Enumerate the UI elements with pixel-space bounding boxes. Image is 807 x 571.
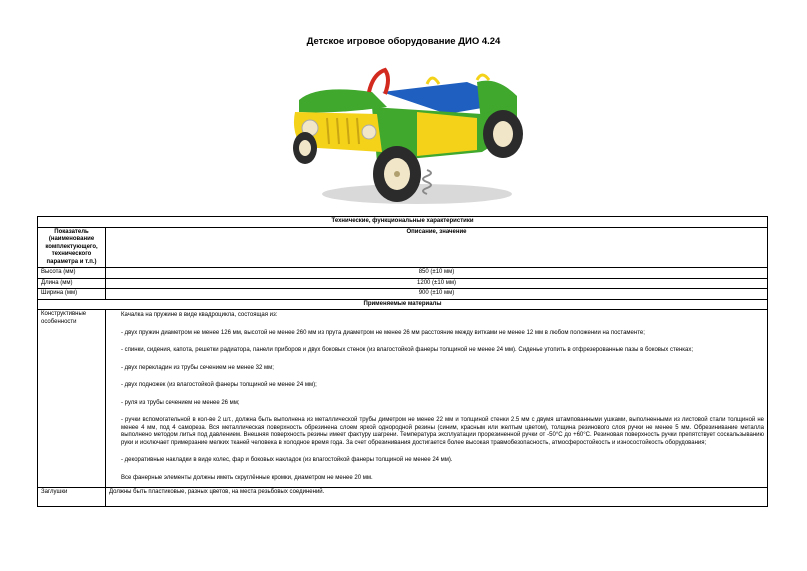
length-value: 1200 (±10 мм) bbox=[106, 278, 768, 289]
side-panel bbox=[417, 112, 477, 156]
construction-paragraph: - спинки, сидения, капота, решетки радиатора, панели приборов и двух боковых стенок (из влагостойкой фанеры толщиной не менее 24 мм). Сиденье утопить в отфрезерованные пазы в боковых стенках; bbox=[121, 347, 694, 353]
document-title: Детское игровое оборудование ДИО 4.24 bbox=[306, 36, 501, 47]
table-row bbox=[38, 488, 768, 507]
toy-jeep-icon bbox=[277, 52, 530, 214]
wheel-icon bbox=[293, 132, 317, 164]
construction-paragraph: - ручки вспомогательной в кол-ве 2 шт., должна быть выполнена из металлической трубы диметром не менее 22 мм и толщиной стенки 2.5 мм с двумя штампованными ушками, выполненными из листовой стали толщиной не менее 4 мм, под 4 самореза. Вся металлическая поверхность обрезинена слоем яркой однородной резины (синим, красным или желтым цветом), толщина резинового слоя ручки не менее 5 мм. Обрезинивание металла выполнено методом литья под давлением. Внешняя поверхность резины имеет фактуру шагрени. Температура эксплуатации прорезиненной ручки от -50°С до +60°С. Резиновая поверхность ручки препятствует соскальзыванию руки и исключает примерзание мелких тканей человека в холодное время года. За счет обрезинивания достигается более высокая травмобезопасность, атмосферостойкость и износостойкость оборудования; bbox=[121, 417, 764, 446]
wheel-icon bbox=[483, 110, 523, 158]
column-header-row bbox=[38, 227, 768, 268]
construction-paragraph: - двух подножек (из влагостойкой фанеры толщиной не менее 24 мм); bbox=[121, 382, 317, 388]
section-tech-header: Технические, функциональные характеристики bbox=[38, 217, 768, 228]
section-header-row bbox=[38, 299, 768, 310]
construction-paragraph: Все фанерные элементы должны иметь скруглённые кромки, диаметром не менее 20 мм. bbox=[121, 474, 373, 481]
wheel-icon bbox=[373, 146, 421, 202]
construction-paragraph: - декоративные накладки в виде колес, фар и боковых накладок (из влагостойкой фанеры толщиной не менее 24 мм). bbox=[121, 457, 453, 463]
construction-paragraph: Качалка на пружине в виде квадроцикла, состоящая из: bbox=[121, 312, 278, 318]
construction-paragraph: - двух перекладин из трубы сечением не менее 32 мм; bbox=[121, 364, 274, 371]
plugs-value: Должны быть пластиковые, разных цветов, на места резьбовых соединений. bbox=[106, 488, 768, 507]
steering-wheel bbox=[369, 70, 388, 94]
handle bbox=[477, 75, 489, 80]
length-label: Длина (мм) bbox=[38, 278, 106, 289]
height-label: Высота (мм) bbox=[38, 268, 106, 279]
construction-description bbox=[106, 310, 768, 488]
spec-table bbox=[37, 216, 768, 507]
width-value: 900 (±10 мм) bbox=[106, 289, 768, 300]
plugs-label: Заглушки bbox=[38, 488, 106, 507]
construction-paragraph: - двух пружин диаметром не менее 126 мм, высотой не менее 260 мм из прута диаметром не менее 26 мм расстояние между витками не менее 12 мм в любом положении на постаменте; bbox=[121, 329, 645, 336]
section-header-row bbox=[38, 217, 768, 228]
table-row bbox=[38, 289, 768, 300]
construction-paragraph: - руля из трубы сечением не менее 26 мм; bbox=[121, 399, 240, 406]
table-row bbox=[38, 278, 768, 289]
desc-column-header: Описание, значение bbox=[106, 227, 768, 268]
table-row bbox=[38, 310, 768, 488]
section-materials-header: Применяемые материалы bbox=[38, 299, 768, 310]
construction-label: Конструктивные особенности bbox=[38, 310, 106, 488]
param-column-header: Показатель (наименование комплектующего, технического параметра и т.п.) bbox=[38, 227, 106, 268]
headlight-icon bbox=[362, 125, 376, 139]
handle bbox=[427, 78, 439, 84]
width-label: Ширина (мм) bbox=[38, 289, 106, 300]
height-value: 850 (±10 мм) bbox=[106, 268, 768, 279]
table-row bbox=[38, 268, 768, 279]
